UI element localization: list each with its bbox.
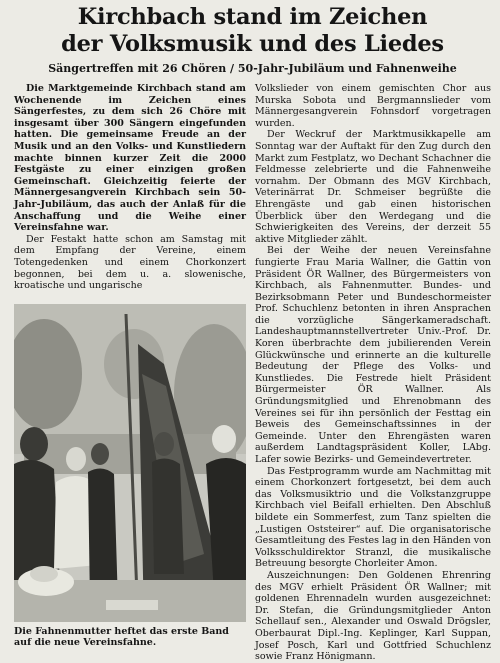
headline-line-1: Kirchbach stand im Zeichen xyxy=(77,4,428,30)
subheadline: Sängertreffen mit 26 Chören / 50-Jahr-Jubiläum und Fahnenweihe xyxy=(48,62,457,75)
lead-paragraph: Die Marktgemeinde Kirchbach stand am Wochenende im Zeichen eines Sängerfestes, zu dem sich 26 Chöre mit insgesamt über 300 Sängern eingefunden hatten. Die gemeinsame Freude an der Musik und an den Volks- und Kunstliedern machte binnen kurzer Zeit die 2000 Festgäste zu einer einzigen großen Gemeinschaft. Gleichzeitig feierte der Männergesangverein Kirchbach sein 50-Jahr-Jubiläum, das auch der Anlaß für die Anschaffung und die Weihe einer Vereinsfahne war. xyxy=(14,83,246,234)
body-paragraph-4: Bei der Weihe der neuen Vereinsfahne fungierte Frau Maria Wallner, die Gattin von Präsident ÖR Wallner, des Bürgermeisters von Kirchbach, als Fahnenmutter. Bundes- und Bezirksobmann Peter und Bundeschormeister Prof. Schuchlenz betonten in ihren Ansprachen die vorzügliche Sängerkameradschaft. Landeshauptmannstellvertreter Univ.-Prof. Dr. Koren überbrachte dem jubilierenden Verein Glückwünsche und erinnerte an die kulturelle Bedeutung der Pflege des Volks- und Kunstliedes. Die Festrede hielt Präsident Bürgermeister ÖR Wallner. Als Gründungsmitglied und Ehrenobmann des Vereines sei für ihn persönlich der Festtag ein Beweis des Gemeinschaftssinnes in der Gemeinde. Unter den Ehrengästen waren außerdem Landtagspräsident Koller, LAbg. Lafer sowie Bezirks- und Gemeindevertreter. xyxy=(255,245,491,465)
headline-line-2: der Volksmusik und des Liedes xyxy=(61,31,444,57)
left-column xyxy=(14,83,246,663)
ceremony-photo xyxy=(14,304,246,622)
headline xyxy=(14,4,491,58)
body-paragraph-1: Der Festakt hatte schon am Samstag mit dem Empfang der Vereine, einem Totengedenken und einem Chorkonzert begonnen, bei dem u. a. slowenische, kroatische und ungarische xyxy=(14,233,246,292)
photo-caption: Die Fahnenmutter heftet das erste Band auf die neue Vereinsfahne. xyxy=(14,625,229,649)
body-paragraph-3: Der Weckruf der Marktmusikkapelle am Sonntag war der Auftakt für den Zug durch den Markt zum Festplatz, wo Dechant Schachner die Feldmesse zelebrierte und die Fahnenweihe vornahm. Der Obmann des MGV Kirchbach, Veterinärrat Dr. Schmeiser begrüßte die Ehrengäste und gab einen historischen Überblick über den Werdegang und die Schwierigkeiten des Vereins, der derzeit 55 aktive Mitglieder zählt. xyxy=(255,129,491,245)
body-paragraph-2: Volkslieder von einem gemischten Chor aus Murska Sobota und Bergmannslieder vom Männergesangverein Fohnsdorf vorgetragen wurden. xyxy=(255,83,491,129)
article-columns xyxy=(14,83,491,663)
body-paragraph-6: Auszeichnungen: Den Goldenen Ehrenring des MGV erhielt Präsident ÖR Wallner; mit goldenen Ehrennadeln wurden ausgezeichnet: Dr. Stefan, die Gründungsmitglieder Anton Schellauf sen., Alexander und Oswald Drögsler, Oberbaurat Dipl.-Ing. Keplinger, Karl Suppan, Josef Posch, Karl und Gottfried Schuchlenz sowie Franz Hönigmann. xyxy=(255,569,491,663)
right-column xyxy=(255,83,491,663)
body-paragraph-5: Das Festprogramm wurde am Nachmittag mit einem Chorkonzert fortgesetzt, bei dem auch das Volksmusiktrio und die Volkstanzgruppe Kirchbach viel Beifall erhielten. Den Abschluß bildete ein Sommerfest, zum Tanz spielten die „Lustigen Oststeirer“ auf. Die organisatorische Gesamtleitung des Festes lag in den Händen von Volksschuldirektor Stranzl, die musikalische Betreuung besorgte Chorleiter Amon. xyxy=(255,465,491,570)
